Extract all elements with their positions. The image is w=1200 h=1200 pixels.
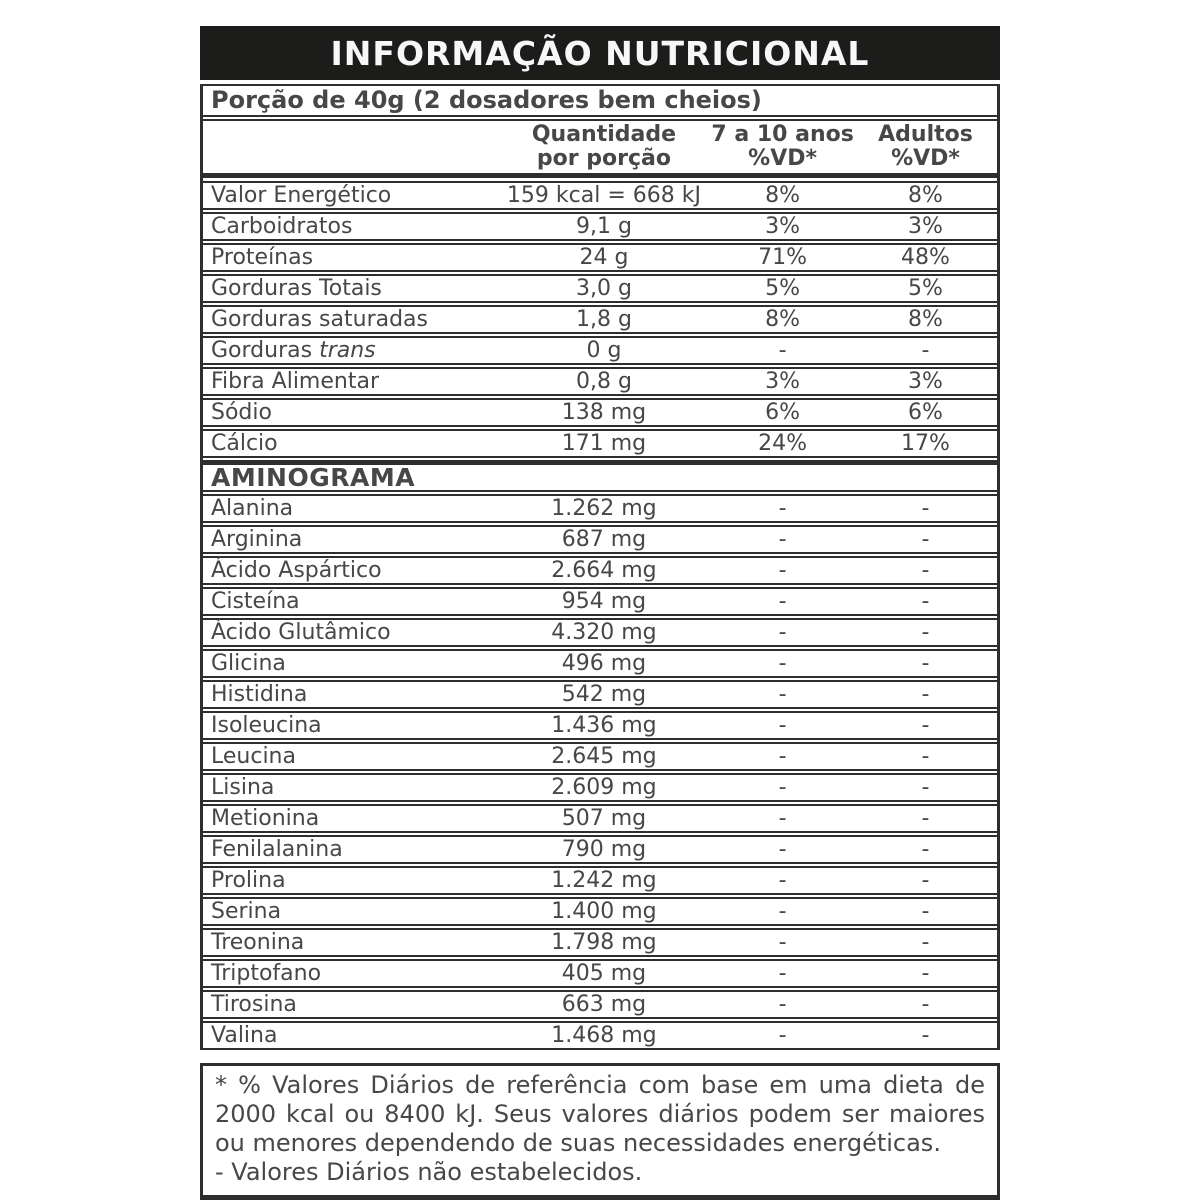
nutrient-name: Fibra Alimentar xyxy=(211,369,379,394)
nutrient-qty: 0,8 g xyxy=(575,369,632,394)
amino-adults-vd: - xyxy=(921,744,930,769)
header-kids-vd xyxy=(711,121,854,173)
footnotes-box xyxy=(200,1063,1000,1200)
amino-name: Fenilalanina xyxy=(211,837,343,862)
aminogram-section-header xyxy=(203,460,997,492)
amino-adults-vd: - xyxy=(921,558,930,583)
footnote-daily-values: * % Valores Diários de referência com base em uma dieta de 2000 kcal ou 8400 kJ. Seus valores diários podem ser maiores ou menores dependendo de suas necessidades energéticas. xyxy=(215,1071,985,1157)
header-adults-line2: %VD* xyxy=(891,146,960,171)
nutrient-adults-vd: 5% xyxy=(908,276,943,301)
nutrient-qty: 159 kcal = 668 kJ xyxy=(506,183,701,208)
header-adults-vd xyxy=(854,121,997,173)
amino-row xyxy=(203,525,997,554)
nutrient-kids-vd: 5% xyxy=(765,276,801,301)
amino-qty: 1.400 mg xyxy=(551,899,657,924)
amino-name: Ácido Aspártico xyxy=(211,558,382,583)
amino-adults-vd: - xyxy=(921,589,930,614)
amino-row xyxy=(203,897,997,926)
nutrient-name-italic: trans xyxy=(319,338,376,363)
amino-qty: 687 mg xyxy=(561,527,647,552)
nutrient-kids-vd: 3% xyxy=(765,214,801,239)
nutrient-name: Sódio xyxy=(211,400,272,425)
nutrient-qty: 171 mg xyxy=(561,431,647,456)
amino-name: Treonina xyxy=(211,930,305,955)
header-quantity xyxy=(497,121,711,173)
header-quantity-line2: por porção xyxy=(536,146,671,171)
amino-name: Tirosina xyxy=(211,992,297,1017)
amino-name: Glicina xyxy=(211,651,286,676)
amino-kids-vd: - xyxy=(778,651,787,676)
amino-row xyxy=(203,1021,997,1050)
amino-adults-vd: - xyxy=(921,868,930,893)
nutrient-kids-vd: 8% xyxy=(765,183,801,208)
nutrient-row xyxy=(203,274,997,303)
amino-qty: 4.320 mg xyxy=(551,620,657,645)
amino-kids-vd: - xyxy=(778,620,787,645)
amino-row xyxy=(203,742,997,771)
amino-name: Histidina xyxy=(211,682,308,707)
nutrition-table xyxy=(200,84,1000,1050)
amino-kids-vd: - xyxy=(778,713,787,738)
amino-qty: 496 mg xyxy=(561,651,647,676)
amino-row xyxy=(203,928,997,957)
amino-kids-vd: - xyxy=(778,527,787,552)
amino-adults-vd: - xyxy=(921,899,930,924)
amino-row xyxy=(203,804,997,833)
column-header-row xyxy=(203,119,997,178)
nutrition-label xyxy=(200,26,1000,1200)
amino-adults-vd: - xyxy=(921,806,930,831)
amino-name: Leucina xyxy=(211,744,296,769)
amino-name: Lisina xyxy=(211,775,275,800)
nutrient-name: Proteínas xyxy=(211,245,314,270)
amino-kids-vd: - xyxy=(778,1023,787,1048)
amino-qty: 2.609 mg xyxy=(551,775,657,800)
nutrient-name: Carboidratos xyxy=(211,214,353,239)
amino-kids-vd: - xyxy=(778,806,787,831)
amino-qty: 542 mg xyxy=(561,682,647,707)
amino-name: Serina xyxy=(211,899,282,924)
amino-qty: 790 mg xyxy=(561,837,647,862)
nutrient-kids-vd: 3% xyxy=(765,369,801,394)
amino-name: Triptofano xyxy=(211,961,322,986)
amino-name: Metionina xyxy=(211,806,320,831)
amino-row xyxy=(203,680,997,709)
amino-kids-vd: - xyxy=(778,744,787,769)
amino-adults-vd: - xyxy=(921,775,930,800)
nutrient-adults-vd: 8% xyxy=(908,307,943,332)
amino-kids-vd: - xyxy=(778,899,787,924)
nutrient-qty: 3,0 g xyxy=(575,276,632,301)
amino-kids-vd: - xyxy=(778,837,787,862)
amino-adults-vd: - xyxy=(921,682,930,707)
amino-kids-vd: - xyxy=(778,992,787,1017)
amino-adults-vd: - xyxy=(921,837,930,862)
amino-kids-vd: - xyxy=(778,961,787,986)
amino-kids-vd: - xyxy=(778,496,787,521)
nutrient-row xyxy=(203,429,997,458)
amino-name: Valina xyxy=(211,1023,278,1048)
amino-row xyxy=(203,711,997,740)
amino-row xyxy=(203,587,997,616)
amino-qty: 954 mg xyxy=(561,589,647,614)
nutrient-row xyxy=(203,398,997,427)
amino-row xyxy=(203,618,997,647)
amino-qty: 2.645 mg xyxy=(551,744,657,769)
amino-name: Ácido Glutâmico xyxy=(211,620,391,645)
amino-adults-vd: - xyxy=(921,620,930,645)
amino-kids-vd: - xyxy=(778,558,787,583)
nutrient-row xyxy=(203,367,997,396)
amino-kids-vd: - xyxy=(778,589,787,614)
nutrient-kids-vd: 8% xyxy=(765,307,801,332)
nutrient-kids-vd: - xyxy=(778,338,787,363)
nutrient-adults-vd: 6% xyxy=(908,400,943,425)
amino-name: Cisteína xyxy=(211,589,300,614)
nutrient-row xyxy=(203,336,997,365)
nutrient-adults-vd: 8% xyxy=(908,183,943,208)
amino-qty: 507 mg xyxy=(561,806,647,831)
nutrient-row xyxy=(203,305,997,334)
label-title-bar xyxy=(200,26,1000,80)
header-kids-line2: %VD* xyxy=(748,146,818,171)
nutrient-adults-vd: 3% xyxy=(908,369,943,394)
nutrient-qty: 9,1 g xyxy=(575,214,632,239)
nutrient-qty: 24 g xyxy=(579,245,629,270)
amino-adults-vd: - xyxy=(921,930,930,955)
amino-name: Isoleucina xyxy=(211,713,322,738)
label-title: INFORMAÇÃO NUTRICIONAL xyxy=(330,33,870,73)
header-adults-line1: Adultos xyxy=(878,122,973,147)
amino-row xyxy=(203,866,997,895)
nutrient-adults-vd: 17% xyxy=(901,431,950,456)
nutrient-adults-vd: 48% xyxy=(901,245,950,270)
nutrient-name: Gorduras Totais xyxy=(211,276,382,301)
amino-kids-vd: - xyxy=(778,775,787,800)
amino-name: Alanina xyxy=(211,496,294,521)
nutrient-kids-vd: 6% xyxy=(765,400,801,425)
amino-row xyxy=(203,959,997,988)
amino-qty: 663 mg xyxy=(561,992,647,1017)
amino-row xyxy=(203,494,997,523)
amino-qty: 1.468 mg xyxy=(551,1023,657,1048)
amino-adults-vd: - xyxy=(921,961,930,986)
amino-row xyxy=(203,649,997,678)
nutrient-qty: 138 mg xyxy=(561,400,647,425)
amino-adults-vd: - xyxy=(921,713,930,738)
nutrient-adults-vd: - xyxy=(921,338,930,363)
aminogram-title: AMINOGRAMA xyxy=(211,463,416,492)
amino-kids-vd: - xyxy=(778,682,787,707)
amino-adults-vd: - xyxy=(921,527,930,552)
amino-name: Prolina xyxy=(211,868,286,893)
amino-row xyxy=(203,556,997,585)
nutrient-qty: 1,8 g xyxy=(575,307,632,332)
amino-row xyxy=(203,990,997,1019)
nutrient-name xyxy=(203,338,497,363)
nutrient-name: Cálcio xyxy=(211,431,278,456)
amino-qty: 405 mg xyxy=(561,961,647,986)
portion-row xyxy=(203,84,997,117)
nutrient-name: Valor Energético xyxy=(211,183,392,208)
footnote-not-established: - Valores Diários não estabelecidos. xyxy=(215,1158,643,1186)
amino-qty: 2.664 mg xyxy=(551,558,657,583)
nutrient-row xyxy=(203,181,997,210)
amino-qty: 1.262 mg xyxy=(551,496,657,521)
nutrient-qty: 0 g xyxy=(586,338,622,363)
header-spacer xyxy=(203,145,497,149)
header-quantity-line1: Quantidade xyxy=(531,122,677,147)
amino-qty: 1.798 mg xyxy=(551,930,657,955)
amino-adults-vd: - xyxy=(921,496,930,521)
nutrient-row xyxy=(203,243,997,272)
amino-name: Arginina xyxy=(211,527,303,552)
nutrient-adults-vd: 3% xyxy=(908,214,943,239)
amino-row xyxy=(203,773,997,802)
header-kids-line1: 7 a 10 anos xyxy=(711,122,854,147)
amino-adults-vd: - xyxy=(921,651,930,676)
amino-row xyxy=(203,835,997,864)
nutrient-name-plain: Gorduras xyxy=(211,338,320,363)
amino-adults-vd: - xyxy=(921,1023,930,1048)
portion-text: Porção de 40g (2 dosadores bem cheios) xyxy=(211,86,762,114)
nutrient-kids-vd: 24% xyxy=(758,431,808,456)
nutrient-row xyxy=(203,212,997,241)
amino-qty: 1.436 mg xyxy=(551,713,657,738)
amino-adults-vd: - xyxy=(921,992,930,1017)
amino-kids-vd: - xyxy=(778,868,787,893)
nutrient-name: Gorduras saturadas xyxy=(211,307,429,332)
amino-qty: 1.242 mg xyxy=(551,868,657,893)
amino-kids-vd: - xyxy=(778,930,787,955)
nutrient-kids-vd: 71% xyxy=(758,245,808,270)
